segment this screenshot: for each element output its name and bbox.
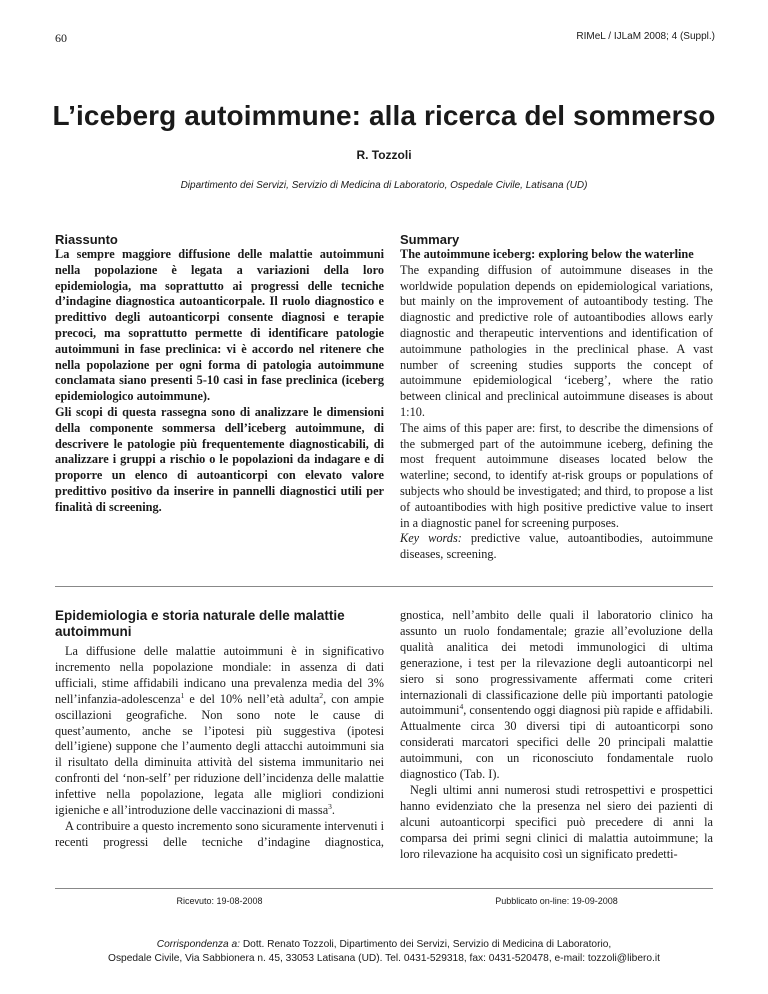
keywords-list: predictive value, autoantibodies, autoimmune diseases, screening.: [400, 531, 714, 562]
published-date: Pubblicato on-line: 19-09-2008: [495, 896, 618, 906]
article-title: L’iceberg autoimmune: alla ricerca del sommerso: [52, 100, 716, 131]
body-paragraph-2: A contribuire a questo incremento sono sicuramente intervenuti i recenti progressi delle tecniche d’indagine diagnostica,: [55, 818, 384, 849]
footer-divider: [55, 888, 713, 889]
riassunto-block: [55, 232, 384, 516]
author-name: R. Tozzoli: [356, 148, 412, 162]
keywords-label: Key words:: [400, 531, 462, 546]
body-text-fragment: La diffusione delle malattie autoimmuni è in significativo incremento nella popolazione mondiale: in assenza di dati ufficiali, stime affidabili indicano una prevalenza media del 3% nell’infanzia-adolescenza: [55, 644, 384, 706]
citation-2: 2: [319, 690, 324, 700]
correspondence-label: Corrispondenza a:: [156, 939, 240, 950]
received-date: Ricevuto: 19-08-2008: [176, 896, 263, 906]
body-paragraph-2-continued: [400, 608, 713, 783]
citation-4: 4: [459, 702, 464, 712]
correspondence: [40, 938, 728, 966]
summary-heading: Summary: [400, 232, 460, 247]
body-right-column: [400, 608, 713, 863]
section-heading: Epidemiologia e storia naturale delle malattie autoimmuni: [55, 608, 345, 639]
correspondence-line-1: Dott. Renato Tozzoli, Dipartimento dei Servizi, Servizio di Medicina di Laboratorio,: [239, 939, 612, 950]
citation-1: 1: [180, 690, 185, 700]
body-paragraph-3: Negli ultimi anni numerosi studi retrospettivi e prospettici hanno evidenziato che la presenza nel siero dei pazienti di alcuni autoanticorpi specifici può precedere di anni la comparsa dei primi segni clinici di malattia autoimmune; la loro rilevazione ha acquisito così un significato predetti-: [400, 782, 713, 861]
page-number: 60: [55, 31, 67, 45]
summary-block: [400, 232, 713, 563]
body-text-fragment: e del 10% nell’età adulta: [184, 691, 320, 706]
correspondence-line-2: Ospedale Civile, Via Sabbionera n. 45, 33053 Latisana (UD). Tel. 0431-529318, fax: 0431-520478, e-mail: tozzoli@libero.it: [108, 953, 660, 964]
author-affiliation: Dipartimento dei Servizi, Servizio di Medicina di Laboratorio, Ospedale Civile, Latisana (UD): [180, 180, 588, 191]
summary-paragraph-1: The expanding diffusion of autoimmune diseases in the worldwide population depends on epidemiological variations, but mainly on the improvement of autoantibody testing. The diagnostic and predictive role of autoantibodies allows early diagnostic and therapeutic interventions and identification of autoimmune pathologies in the preclinical phase. A vast number of screening studies supports the concept of autoimmune epidemiological ‘iceberg’, where the ratio between clinical and preclinical autoimmune diseases is about 1:10.: [400, 262, 713, 419]
summary-keywords: [400, 531, 713, 563]
riassunto-paragraph-2: Gli scopi di questa rassegna sono di analizzare le dimensioni della componente sommersa dell’iceberg autoimmune, di descrivere le patologie più frequentemente diagnosticabili, di analizzare i gruppi a rischio o le popolazioni da indagare e di proporre un elenco di autoanticorpi con elevato valore predittivo positivo da inserire in pannelli diagnostici utili per finalità di screening.: [55, 404, 384, 514]
journal-reference: RIMeL / IJLaM 2008; 4 (Suppl.): [576, 31, 715, 42]
riassunto-text: [55, 247, 384, 516]
citation-3: 3: [328, 801, 332, 811]
riassunto-paragraph-1: La sempre maggiore diffusione delle malattie autoimmuni nella popolazione è legata a variazioni della loro epidemiologia, ma soprattutto ai progressi delle tecniche d’indagine diagnostica autoanticorpale. Il ruolo diagnostico e predittivo degli autoanticorpi consente diagnosi e terapie precoci, ma soprattutto permette di identificare patologie autoimmuni in fase preclinica: vi è accordo nel ritenere che nella popolazione per ogni forma di patologia autoimmune conclamata siano presenti 5-10 casi in fase preclinica (iceberg epidemiologico autoimmune).: [55, 247, 384, 404]
body-left-column: [55, 608, 384, 851]
section-divider: [55, 586, 713, 587]
body-text-fragment: .: [331, 803, 335, 818]
summary-text: [400, 247, 713, 563]
summary-paragraph-2: The aims of this paper are: first, to describe the dimensions of the submerged part of the autoimmune iceberg, defining the most frequent autoimmune diseases located below the waterline; second, to identify at-risk groups or populations of subjects who should be investigated; and third, to propose a list of autoantibodies with high positive predictive value to insert in a diagnostic panel for screening purposes.: [400, 420, 713, 530]
summary-subtitle: The autoimmune iceberg: exploring below the waterline: [400, 247, 694, 261]
body-paragraph-1: [55, 644, 384, 819]
body-text-fragment: gnostica, nell’ambito delle quali il laboratorio clinico ha assunto un ruolo fondamentale; grazie all’evoluzione della qualità analitica dei metodi immunologici di ultima generazione, i test per la rilevazione degli autoanticorpi nel siero si sono progressivamente affermati come criteri internazionali di classificazione delle più importanti patologie autoimmuni: [400, 608, 713, 718]
riassunto-heading: Riassunto: [55, 232, 118, 247]
body-left-text: [55, 644, 384, 851]
body-text-fragment: , consentendo oggi diagnosi più rapide e affidabili. Attualmente circa 30 diversi tipi di autoanticorpi sono considerati marcatori specifici delle 20 principali malattie autoimmuni, con un riconosciuto fondamentale ruolo diagnostico (Tab. I).: [400, 703, 713, 782]
body-text-fragment: , con ampie oscillazioni geografiche. Non sono note le cause di quest’aumento, anche se l’ipotesi più suggestiva (ipotesi dell’igiene) suppone che l’aumento degli attacchi autoimmuni sia il risultato della diminuita attività del sistema immunitario nei confronti del ‘non-self’ per riduzione dell’incidenza delle malattie infettive nella popolazione, legata alle migliori condizioni igieniche e all’introduzione delle vaccinazioni di massa: [55, 691, 384, 818]
